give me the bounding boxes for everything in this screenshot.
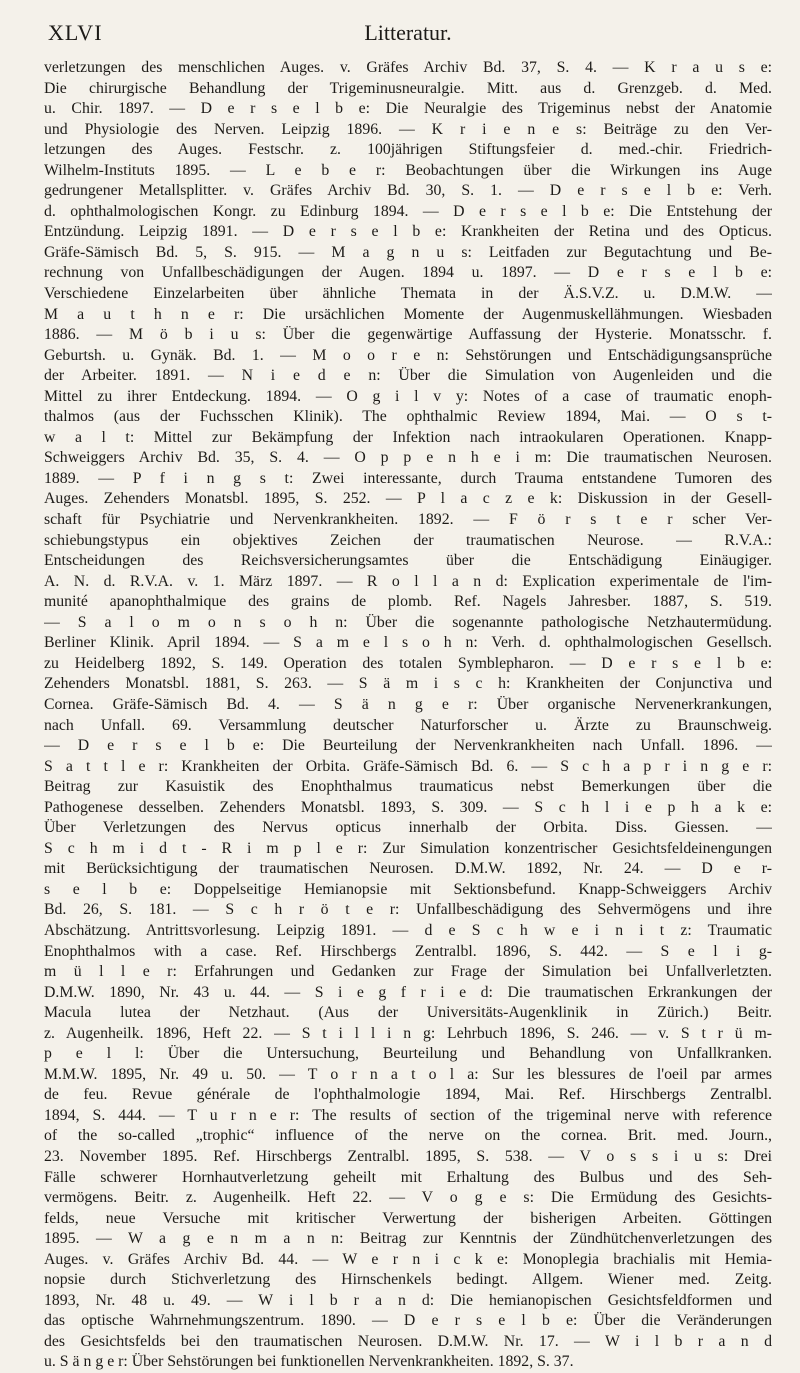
text-line: Entzündung. Leipzig 1891. — D e r s e l b e: Krankheiten der Retina und des Opticus. — [44, 223, 772, 241]
text-line: M a u t h n e r: Die ursächlichen Momente der Augenmuskellähmungen. Wiesbaden — [44, 305, 772, 323]
text-line: m ü l l e r: Erfahrungen und Gedanken zur Frage der Simulation bei Unfallverletzten. — [44, 963, 772, 981]
text-line: M.M.W. 1895, Nr. 49 u. 50. — T o r n a t o l a: Sur les blessures de l'oeil par armes — [44, 1065, 772, 1083]
page-number: XLVI — [48, 20, 103, 45]
bibliography-text — [44, 58, 772, 1373]
text-line: Cornea. Gräfe-Sämisch Bd. 4. — S ä n g e r: Über organische Nervenerkrankungen, — [44, 695, 772, 713]
text-line: gedrungener Metallsplitter. v. Gräfes Archiv Bd. 30, S. 1. — D e r s e l b e: Verh. — [44, 182, 772, 200]
text-line: Berliner Klinik. April 1894. — S a m e l s o h n: Verh. d. ophthalmologischen Gesellsch. — [44, 634, 772, 652]
text-line: D.M.W. 1890, Nr. 43 u. 44. — S i e g f r i e d: Die traumatischen Erkrankungen der — [44, 983, 772, 1001]
text-line: s e l b e: Doppelseitige Hemianopsie mit Sektionsbefund. Knapp-Schweiggers Archiv — [44, 880, 772, 898]
page-header — [44, 0, 772, 58]
text-line: z. Augenheilk. 1896, Heft 22. — S t i l l i n g: Lehrbuch 1896, S. 246. — v. S t r ü m- — [44, 1024, 772, 1042]
text-line: felds, neue Versuche mit kritischer Verwertung der bisherigen Arbeiten. Göttingen — [44, 1209, 772, 1227]
text-line: Verschiedene Einzelarbeiten über ähnliche Themata in der Ä.S.V.Z. u. D.M.W. — — [44, 285, 772, 303]
text-line: Mittel zu ihrer Entdeckung. 1894. — O g i l v y: Notes of a case of traumatic enoph- — [44, 387, 772, 405]
text-line: zu Heidelberg 1892, S. 149. Operation des totalen Symblepharon. — D e r s e l b e: — [44, 654, 772, 672]
text-line: mit Berücksichtigung der traumatischen Neurosen. D.M.W. 1892, Nr. 24. — D e r- — [44, 860, 772, 878]
text-line: thalmos (aus der Fuchsschen Klinik). The ophthalmic Review 1894, Mai. — O s t- — [44, 408, 772, 426]
text-line: Auges. v. Gräfes Archiv Bd. 44. — W e r n i c k e: Monoplegia brachialis mit Hemia- — [44, 1250, 772, 1268]
text-line: Über Verletzungen des Nervus opticus innerhalb der Orbita. Diss. Giessen. — — [44, 819, 772, 837]
text-line: — D e r s e l b e: Die Beurteilung der Nervenkrankheiten nach Unfall. 1896. — — [44, 737, 772, 755]
text-line: schaft für Psychiatrie und Nervenkrankheiten. 1892. — F ö r s t e r scher Ver- — [44, 511, 772, 529]
text-line: Zehenders Monatsbl. 1881, S. 263. — S ä m i s c h: Krankheiten der Conjunctiva und — [44, 675, 772, 693]
text-line: der Arbeiter. 1891. — N i e d e n: Über die Simulation von Augenleiden und die — [44, 367, 772, 385]
text-line: de feu. Revue générale de l'ophthalmologie 1894, Mai. Ref. Hirschbergs Zentralbl. — [44, 1086, 772, 1104]
text-line: d. ophthalmologischen Kongr. zu Edinburg 1894. — D e r s e l b e: Die Entstehung der — [44, 202, 772, 220]
text-line: munité apanophthalmique des grains de plomb. Ref. Nagels Jahresber. 1887, S. 519. — [44, 593, 772, 611]
text-line: Entscheidungen des Reichsversicherungsamtes über die Entschädigung Einäugiger. — [44, 552, 772, 570]
text-line: nach Unfall. 69. Versammlung deutscher Naturforscher u. Ärzte zu Braunschweig. — [44, 716, 772, 734]
text-line: Abschätzung. Antrittsvorlesung. Leipzig 1891. — d e S c h w e i n i t z: Traumatic — [44, 921, 772, 939]
text-line: S a t t l e r: Krankheiten der Orbita. Gräfe-Sämisch Bd. 6. — S c h a p r i n g e r: — [44, 757, 772, 775]
text-line: rechnung von Unfallbeschädigungen der Augen. 1894 u. 1897. — D e r s e l b e: — [44, 264, 772, 282]
text-line: w a l t: Mittel zur Bekämpfung der Infektion nach intraokularen Operationen. Knapp- — [44, 428, 772, 446]
text-line: 1889. — P f i n g s t: Zwei interessante, durch Trauma entstandene Tumoren des — [44, 469, 772, 487]
text-line: letzungen des Auges. Festschr. z. 100jährigen Stiftungsfeier d. med.-chir. Friedrich- — [44, 141, 772, 159]
text-line: Geburtsh. u. Gynäk. Bd. 1. — M o o r e n: Sehstörungen und Entschädigungsansprüche — [44, 346, 772, 364]
text-line: Bd. 26, S. 181. — S c h r ö t e r: Unfallbeschädigung des Sehvermögens und ihre — [44, 901, 772, 919]
text-line: Pathogenese desselben. Zehenders Monatsbl. 1893, S. 309. — S c h l i e p h a k e: — [44, 798, 772, 816]
text-line: und Physiologie des Nerven. Leipzig 1896. — K r i e n e s: Beiträge zu den Ver- — [44, 120, 772, 138]
text-line: — S a l o m o n s o h n: Über die sogenannte pathologische Netzhautermüdung. — [44, 613, 772, 631]
text-line: 1894, S. 444. — T u r n e r: The results of section of the trigeminal nerve with reference — [44, 1106, 772, 1124]
text-line: vermögens. Beitr. z. Augenheilk. Heft 22. — V o g e s: Die Ermüdung des Gesichts- — [44, 1189, 772, 1207]
text-line: verletzungen des menschlichen Auges. v. Gräfes Archiv Bd. 37, S. 4. — K r a u s e: — [44, 59, 772, 76]
text-line: 1895. — W a g e n m a n n: Beitrag zur Kenntnis der Zündhütchenverletzungen des — [44, 1230, 772, 1248]
text-line: nopsie durch Stichverletzung des Hirnschenkels bedingt. Allgem. Wiener med. Zeitg. — [44, 1271, 772, 1289]
text-line: u. Chir. 1897. — D e r s e l b e: Die Neuralgie des Trigeminus nebst der Anatomie — [44, 100, 772, 118]
text-line: Schweiggers Archiv Bd. 35, S. 4. — O p p e n h e i m: Die traumatischen Neurosen. — [44, 449, 772, 467]
text-line: des Gesichtsfelds bei den traumatischen Neurosen. D.M.W. Nr. 17. — W i l b r a n d — [44, 1332, 772, 1350]
text-line: Gräfe-Sämisch Bd. 5, S. 915. — M a g n u s: Leitfaden zur Begutachtung und Be- — [44, 243, 772, 261]
text-line: Enophthalmos with a case. Ref. Hirschbergs Zentralbl. 1896, S. 442. — S e l i g- — [44, 942, 772, 960]
text-line: Die chirurgische Behandlung der Trigeminusneuralgie. Mitt. aus d. Grenzgeb. d. Med. — [44, 79, 772, 97]
text-line: p e l l: Über die Untersuchung, Beurteilung und Behandlung von Unfallkranken. — [44, 1045, 772, 1063]
text-line: Macula lutea der Netzhaut. (Aus der Universitäts-Augenklinik in Zürich.) Beitr. — [44, 1004, 772, 1022]
text-line: 1886. — M ö b i u s: Über die gegenwärtige Auffassung der Hysterie. Monatsschr. f. — [44, 326, 772, 344]
running-title: Litteratur. — [364, 20, 452, 45]
text-line: Beitrag zur Kasuistik des Enophthalmus traumaticus nebst Bemerkungen über die — [44, 778, 772, 796]
text-line: S c h m i d t - R i m p l e r: Zur Simulation konzentrischer Gesichtsfeldeinengungen — [44, 839, 772, 857]
text-line: Fälle schwerer Hornhautverletzung geheilt mit Erhaltung des Bulbus und des Seh- — [44, 1168, 772, 1186]
text-line: u. S ä n g e r: Über Sehstörungen bei funktionellen Nervenkrankheiten. 1892, S. 37. — [44, 1353, 574, 1371]
text-line: 23. November 1895. Ref. Hirschbergs Zentralbl. 1895, S. 538. — V o s s i u s: Drei — [44, 1147, 772, 1165]
text-line: A. N. d. R.V.A. v. 1. März 1897. — R o l l a n d: Explication experimentale de l'im- — [44, 572, 772, 590]
text-line: das optische Wahrnehmungszentrum. 1890. — D e r s e l b e: Über die Veränderungen — [44, 1312, 772, 1330]
text-line: of the so-called „trophic“ influence of the nerve on the cornea. Brit. med. Journ., — [44, 1127, 772, 1145]
text-line: Auges. Zehenders Monatsbl. 1895, S. 252. — P l a c z e k: Diskussion in der Gesell- — [44, 490, 772, 508]
text-line: 1893, Nr. 48 u. 49. — W i l b r a n d: Die hemianopischen Gesichtsfeldformen und — [44, 1291, 772, 1309]
text-line: schiebungstypus ein objektives Zeichen der traumatischen Neurose. — R.V.A.: — [44, 531, 772, 549]
text-line: Wilhelm-Instituts 1895. — L e b e r: Beobachtungen über die Wirkungen ins Auge — [44, 161, 772, 179]
